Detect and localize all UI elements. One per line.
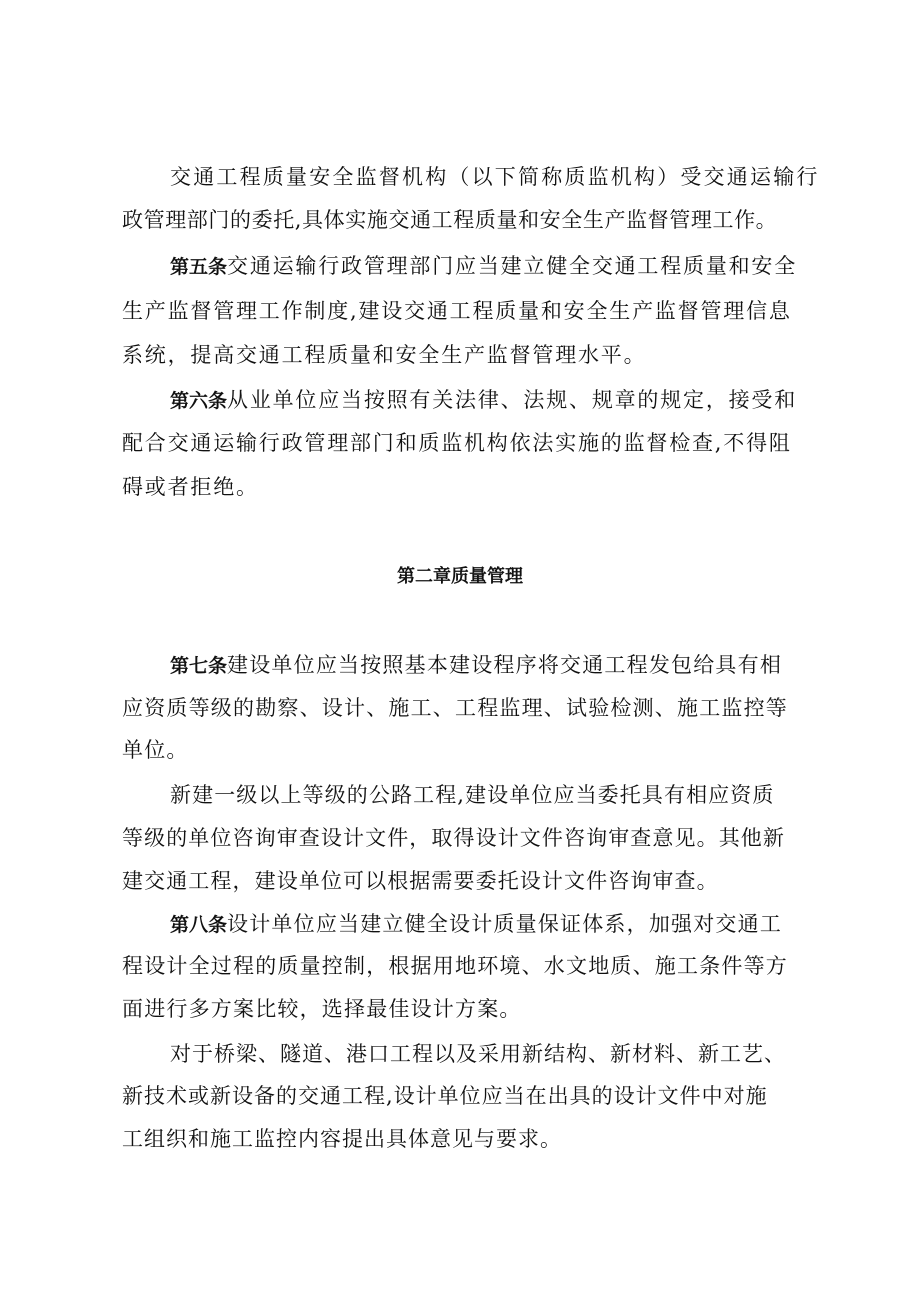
paragraph-line [122,1124,562,1154]
line-text: 从业单位应当按照有关法律、法规、规章的规定，接受和 [227,388,798,412]
paragraph-line [122,994,522,1024]
article-5-line [170,251,797,282]
chapter-heading: 第二章质量管理 [397,566,523,587]
line-text: 政管理部门的委托,具体实施交通工程质量和安全生产监督管理工作。 [122,208,778,232]
article-number: 第五条 [170,256,228,278]
paragraph-line [122,951,788,981]
line-text: 面进行多方案比较，选择最佳设计方案。 [122,997,522,1021]
line-text: 对于桥梁、隧道、港口工程以及采用新结构、新材料、新工艺、 [170,1042,786,1066]
line-text: 交通工程质量安全监督机构（以下简称质监机构）受交通运输行 [170,165,820,189]
line-text: 新建一级以上等级的公路工程,建设单位应当委托具有相应资质 [170,783,775,807]
line-text: 碍或者拒绝。 [122,475,259,499]
paragraph-line [122,693,788,723]
article-number: 第八条 [170,914,228,936]
line-text: 新技术或新设备的交通工程,设计单位应当在出具的设计文件中对施 [122,1084,768,1108]
line-text: 等级的单位咨询审查设计文件，取得设计文件咨询审查意见。其他新 [122,826,785,850]
line-text: 生产监督管理工作制度,建设交通工程质量和安全生产监督管理信息 [122,299,792,323]
line-text: 工组织和施工监控内容提出具体意见与要求。 [122,1127,562,1151]
line-text: 配合交通运输行政管理部门和质监机构依法实施的监督检查,不得阻 [122,431,792,455]
line-text: 系统，提高交通工程质量和安全生产监督管理水平。 [122,343,647,367]
article-number: 第六条 [170,390,228,412]
line-text: 程设计全过程的质量控制，根据用地环境、水文地质、施工条件等方 [122,954,788,978]
article-8-line [170,909,782,940]
article-7-line [170,650,782,681]
paragraph-line [122,1081,768,1111]
paragraph-line [122,340,646,370]
paragraph-line [122,205,777,235]
article-6-line [170,385,797,416]
paragraph-line [170,162,820,192]
line-text: 应资质等级的勘察、设计、施工、工程监理、试验检测、施工监控等 [122,696,788,720]
article-number: 第七条 [170,655,228,677]
line-text: 设计单位应当建立健全设计质量保证体系，加强对交通工 [227,912,783,936]
paragraph-line [122,823,785,853]
paragraph-line [122,472,259,502]
paragraph-line [170,780,774,810]
paragraph-line [122,428,792,458]
paragraph-line [122,866,719,896]
paragraph-line [122,296,792,326]
line-text: 建设单位应当按照基本建设程序将交通工程发包给具有相 [227,653,783,677]
paragraph-line [170,1039,786,1069]
paragraph-line [122,735,189,765]
line-text: 交通运输行政管理部门应当建立健全交通工程质量和安全 [227,254,798,278]
line-text: 单位。 [122,738,189,762]
line-text: 建交通工程，建设单位可以根据需要委托设计文件咨询审查。 [122,869,719,893]
